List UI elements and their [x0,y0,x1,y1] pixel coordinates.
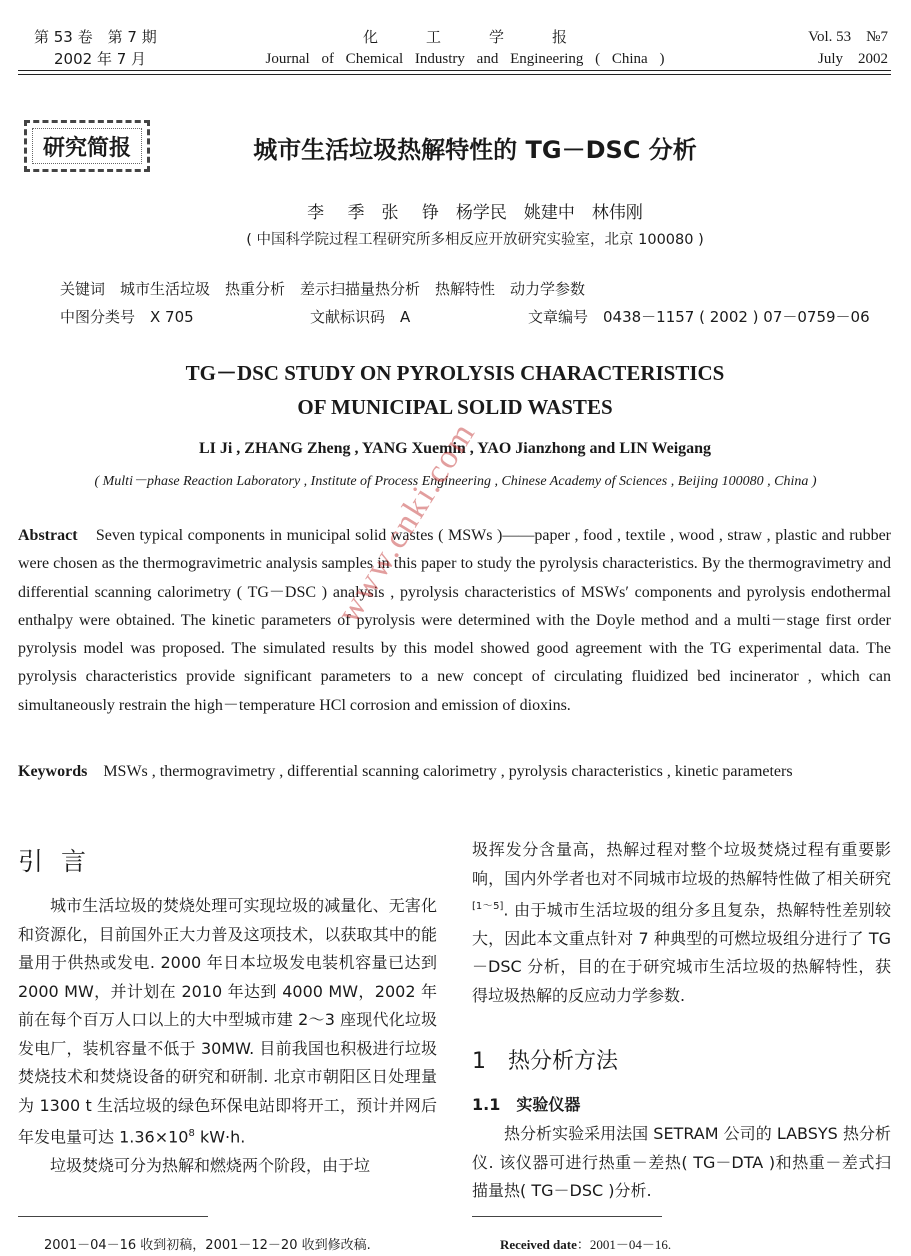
left-column [18,892,437,1180]
badge-border [32,128,142,164]
keywords-en [18,758,891,786]
article-number: 文章编号 0438－1157 ( 2002 ) 07－0759－06 [528,308,870,326]
section-1-1-text: 热分析实验采用法国 SETRAM 公司的 LABSYS 热分析仪. 该仪器可进行热重－差热( TG－DTA )和热重－差式扫描量热( TG－DSC )分析. [472,1124,891,1200]
keywords-label: Keywords [18,763,88,780]
abstract [18,522,891,720]
right-paragraph-1 [472,836,891,1010]
journal-en: Journal of Chemical Industry and Engineering ( China ) [265,51,665,67]
received-label: Received date [500,1237,577,1252]
header-left [34,26,157,70]
right-p1b: . 由于城市生活垃圾的组分多且复杂，热解特性差别较大，因此本文重点针对 7 种典型的可燃垃圾组分进行了 TG－DSC 分析，目的在于研究城市生活垃圾的热解特性，获得垃圾热解的反应动力学参数. [472,900,891,1005]
abstract-text: Seven typical components in municipal solid wastes ( MSWs )——paper , food , textile , wood , straw , plastic and rubber were chosen as the thermogravimetric analysis samples in this paper to study the pyrolysis characteristics. By the thermogravimetry and differential scanning calorimetry ( TG－DSC ) analysis , pyrolysis characteristics of MSWs′ components and pyrolysis endothermal enthalpy were obtained. The kinetic parameters of pyrolysis were determined with the Doyle method and a multi－stage first order pyrolysis model was proposed. The simulated results by this model showed good agreement with the TG experimental data. The pyrolysis characteristics provide significant parameters to a new concept of circulating fluidized bed incinerator , which can simultaneously restrain the high－temperature HCl corrosion and emission of dioxins. [18,527,892,714]
section-1-1-body [472,1120,891,1206]
affiliation-cn: ( 中国科学院过程工程研究所多相反应开放研究实验室，北京 100080 ) [246,232,704,248]
header-center [240,26,690,70]
keywords-text: MSWs , thermogravimetry , differential scanning calorimetry , pyrolysis characteristics , kinetic parameters [103,763,793,780]
footnote-rule-right [472,1216,662,1217]
abstract-label: Abstract [18,527,78,544]
date-cn: 2002 年 7 月 [54,50,147,68]
intro-paragraph-1 [18,892,437,1152]
clc-number: 中图分类号 X 705 [60,308,194,326]
title-en-line2: OF MUNICIPAL SOLID WASTES [297,395,613,419]
authors-en: LI Ji , ZHANG Zheng , YANG Xuemin , YAO Jianzhong and LIN Weigang [198,440,712,457]
watermark: www.cnki.com [330,415,484,630]
authors-cn: 李 季 张 铮 杨学民 姚建中 林伟刚 [307,203,643,223]
right-p1a: 圾挥发分含量高，热解过程对整个垃圾焚烧过程有重要影响，国内外学者也对不同城市垃圾的热解特性做了相关研究 [472,840,891,888]
right-column [472,836,891,1010]
header-rule [18,70,891,71]
section-1-1-heading: 1.1 实验仪器 [472,1095,581,1114]
footnote-left: 2001－04－16 收到初稿，2001－12－20 收到修改稿. [44,1238,371,1253]
header-right [760,26,888,70]
badge-label: 研究简报 [42,135,131,161]
footnote-right [500,1234,671,1253]
doc-code: 文献标识码 A [310,308,411,326]
section-badge [24,120,150,172]
intro-p1-sup: 8 [188,1128,195,1139]
date-en: July 2002 [817,51,888,67]
title-en [60,356,850,424]
header-rule-thin [18,74,891,75]
keywords-cn: 关键词 城市生活垃圾 热重分析 差示扫描量热分析 热解特性 动力学参数 [60,280,586,298]
title-cn: 城市生活垃圾热解特性的 TG－DSC 分析 [253,136,697,164]
intro-p1-text: 城市生活垃圾的焚烧处理可实现垃圾的减量化、无害化和资源化，目前国外正大力普及这项技术，以获取其中的能量用于供热或发电. 2000 年日本垃圾发电装机容量已达到 2000 MW，并计划在 2010 年达到 4000 MW，2002 年前在每个百万人口以上的大中型城市建 2～3 座现代化垃圾发电厂，装机容量不低于 30MW. 目前我国也积极进行垃圾焚烧技术和焚烧设备的研究和研制. 北京市朝阳区日处理量为 1300 t 生活垃圾的绿色环保电站即将开工，预计并网后年发电量可达 1.36×10 [18,896,437,1147]
section-1-heading: 1 热分析方法 [472,1049,618,1074]
volume-en: Vol. 53 №7 [808,29,888,45]
title-en-line1: TG－DSC STUDY ON PYROLYSIS CHARACTERISTICS [185,361,725,385]
right-p1-sup: [1～5] [472,901,504,912]
journal-cn: 化工学报 [362,28,615,46]
volume-cn: 第 53 卷 第 7 期 [34,28,157,46]
intro-heading: 引言 [18,847,105,876]
intro-paragraph-2: 垃圾焚烧可分为热解和燃烧两个阶段，由于垃 [50,1155,371,1175]
footnote-rule-left [18,1216,208,1217]
received-date: ：2001－04－16. [576,1237,672,1252]
intro-p1-end: kW·h. [194,1127,246,1147]
affiliation-en: ( Multi－phase Reaction Laboratory , Institute of Process Engineering , Chinese Academy of Sciences , Beijing 100080 , China ) [94,474,817,489]
